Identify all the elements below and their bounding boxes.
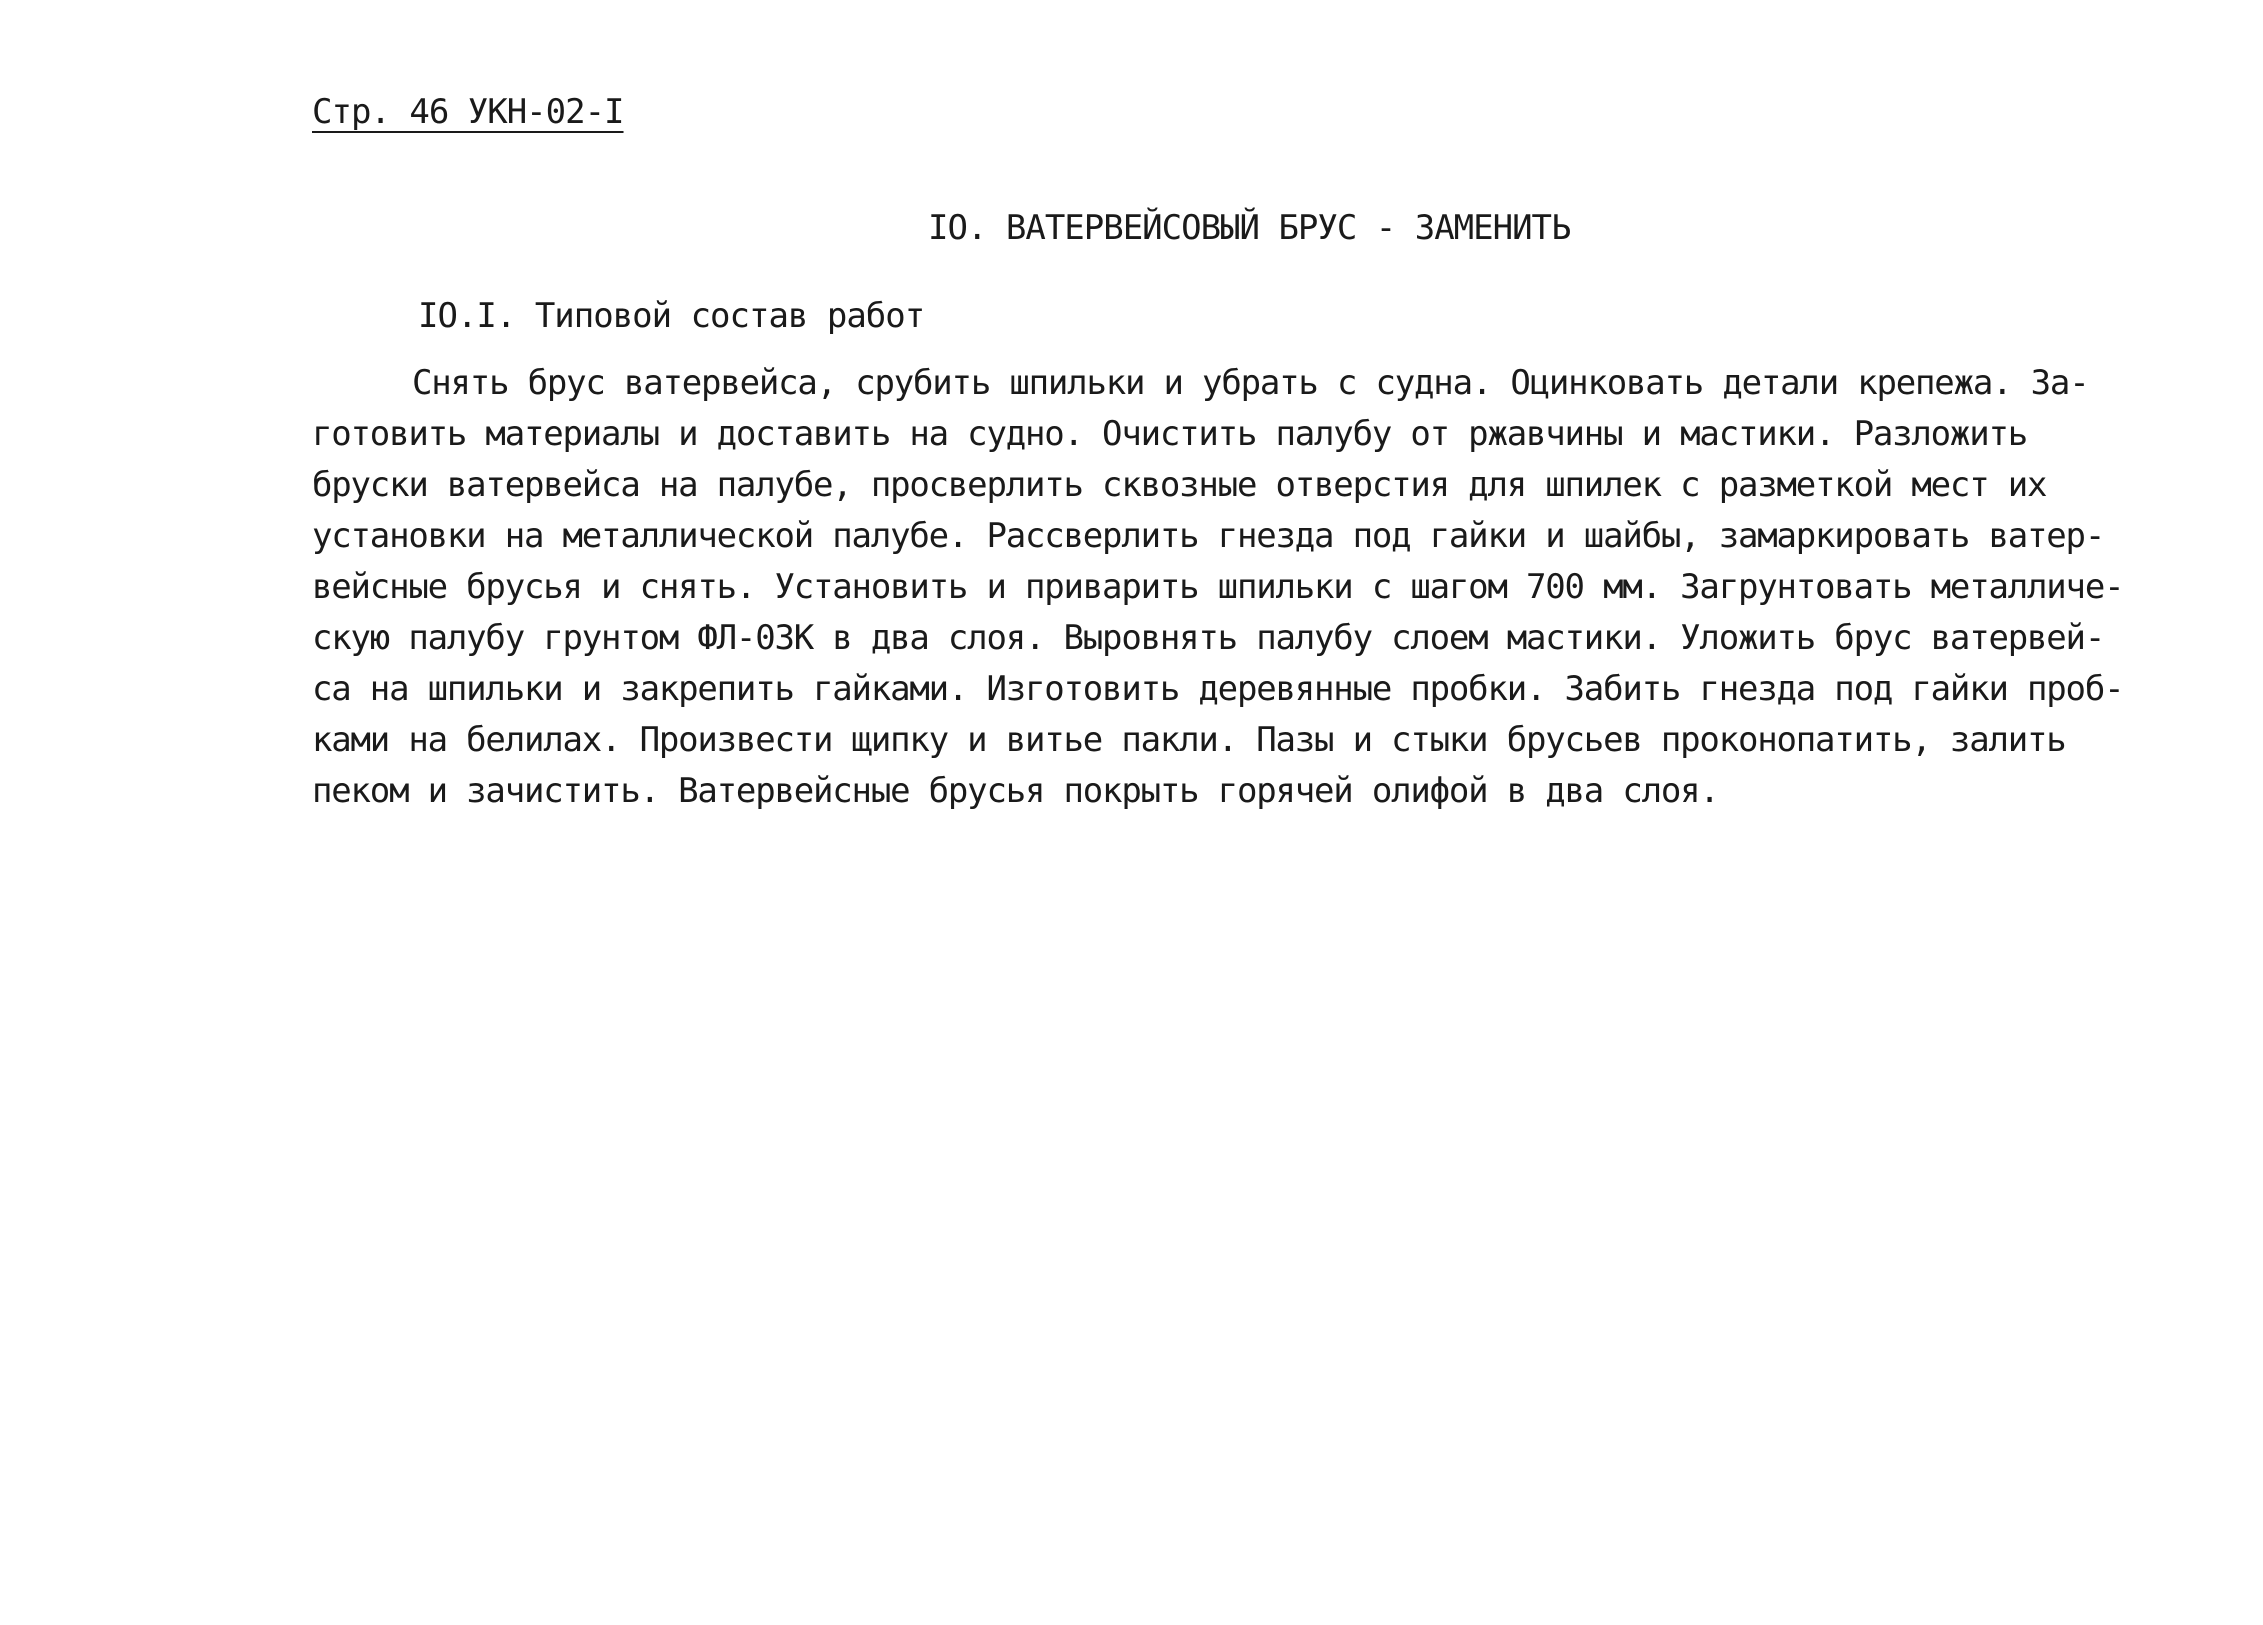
subsection-title: IO.I. Типовой состав работ bbox=[418, 296, 925, 336]
body-paragraph bbox=[312, 358, 2252, 817]
paragraph-line: са на шпильки и закрепить гайками. Изготовить деревянные пробки. Забить гнезда под гайки проб- bbox=[312, 669, 2124, 709]
paragraph-line: бруски ватервейса на палубе, просверлить сквозные отверстия для шпилек с разметкой мест их bbox=[312, 465, 2047, 505]
section-title: IO. ВАТЕРВЕЙСОВЫЙ БРУС - ЗАМЕНИТЬ bbox=[928, 208, 1571, 248]
paragraph-line: скую палубу грунтом ФЛ-03К в два слоя. Выровнять палубу слоем мастики. Уложить брус ватервей- bbox=[312, 618, 2105, 658]
paragraph-line: готовить материалы и доставить на судно. Очистить палубу от ржавчины и мастики. Разложить bbox=[312, 414, 2028, 454]
paragraph-line: пеком и зачистить. Ватервейсные брусья покрыть горячей олифой в два слоя. bbox=[312, 771, 1719, 811]
paragraph-line: установки на металлической палубе. Рассверлить гнезда под гайки и шайбы, замаркировать ватер- bbox=[312, 516, 2105, 556]
paragraph-line: вейсные брусья и снять. Установить и приварить шпильки с шагом 700 мм. Загрунтовать металличе- bbox=[312, 567, 2124, 607]
paragraph-line: ками на белилах. Произвести щипку и витье пакли. Пазы и стыки брусьев проконопатить, залить bbox=[312, 720, 2066, 760]
page-reference-header: Стр. 46 УКН-02-I bbox=[312, 92, 624, 132]
paragraph-line: Снять брус ватервейса, срубить шпильки и убрать с судна. Оцинковать детали крепежа. За- bbox=[412, 363, 2089, 403]
